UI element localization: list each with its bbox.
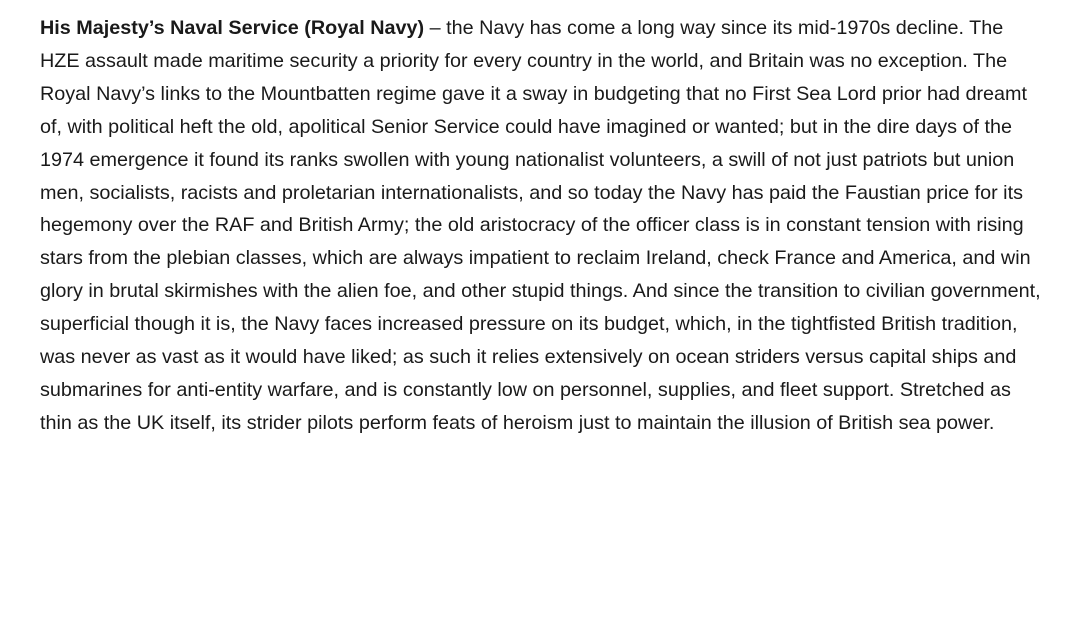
entry-paragraph (40, 12, 1048, 440)
document-page (40, 12, 1048, 440)
entry-body: – the Navy has come a long way since its mid-1970s decline. The HZE assault made maritime security a priority for every country in the world, and Britain was no exception. The Royal Navy’s links to the Mountbatten regime gave it a sway in budgeting that no First Sea Lord prior had dreamt of, with political heft the old, apolitical Senior Service could have imagined or wanted; but in the dire days of the 1974 emergence it found its ranks swollen with young nationalist volunteers, a swill of not just patriots but union men, socialists, racists and proletarian internationalists, and so today the Navy has paid the Faustian price for its hegemony over the RAF and British Army; the old aristocracy of the officer class is in constant tension with rising stars from the plebian classes, which are always impatient to reclaim Ireland, check France and America, and win glory in brutal skirmishes with the alien foe, and other stupid things. And since the transition to civilian government, superficial though it is, the Navy faces increased pressure on its budget, which, in the tightfisted British tradition, was never as vast as it would have liked; as such it relies extensively on ocean striders versus capital ships and submarines for anti-entity warfare, and is constantly low on personnel, supplies, and fleet support. Stretched as thin as the UK itself, its strider pilots perform feats of heroism just to maintain the illusion of British sea power. (40, 17, 1041, 434)
entry-term: His Majesty’s Naval Service (Royal Navy) (40, 17, 425, 39)
